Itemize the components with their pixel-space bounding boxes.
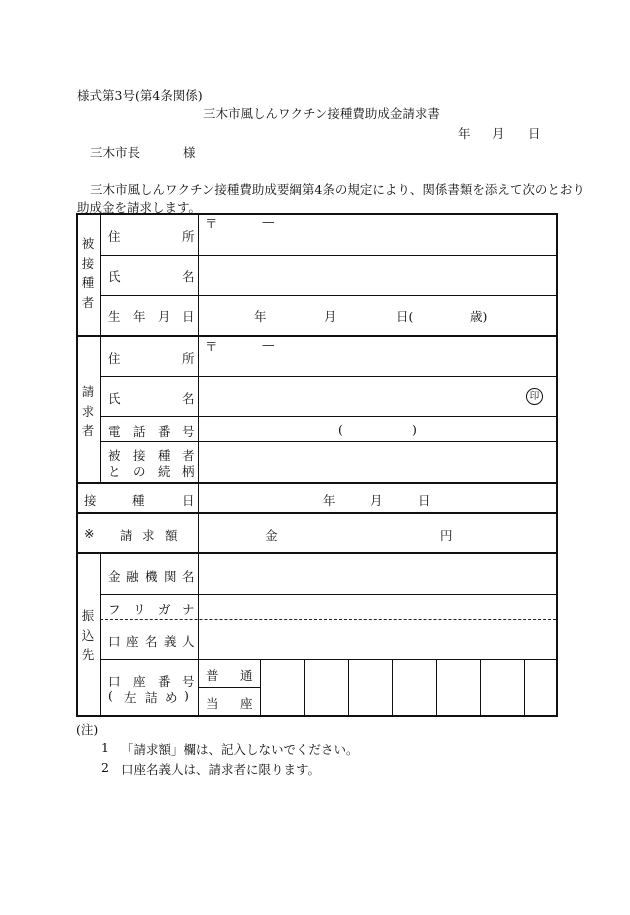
relationship-label-c1: 被 xyxy=(108,448,121,463)
vaccinee-name-label-2: 名 xyxy=(182,269,195,284)
bank-institution-c2: 融 xyxy=(126,569,139,584)
notes-heading: (注) xyxy=(76,722,99,737)
account-number-c7: 詰 xyxy=(145,690,158,705)
relationship-label-c5: と xyxy=(108,464,121,479)
furigana-c1: フ xyxy=(108,602,121,617)
date-month-label: 月 xyxy=(492,126,505,141)
vaccination-year: 年 xyxy=(323,493,336,508)
account-digit-box-1[interactable] xyxy=(262,660,303,715)
furigana-c4: ナ xyxy=(182,602,195,617)
office-use-mark: ※ xyxy=(84,526,95,541)
note-1-text: 「請求額」欄は、記入しないでください。 xyxy=(121,742,359,757)
vaccinee-postal-dash: — xyxy=(262,214,275,229)
vaccinee-birth-year: 年 xyxy=(254,309,267,324)
vaccination-day: 日 xyxy=(418,493,431,508)
account-holder-c4: 義 xyxy=(164,634,177,649)
claimant-address-field[interactable] xyxy=(200,354,554,375)
claimant-phone-label-2: 話 xyxy=(133,424,146,439)
account-number-c8: め xyxy=(165,690,178,705)
claimant-address-label-1: 住 xyxy=(108,351,121,366)
vaccinee-birthdate-field[interactable] xyxy=(200,297,554,334)
vaccinee-age: 歳) xyxy=(470,309,488,324)
vaccinee-address-field[interactable] xyxy=(200,232,554,254)
vaccinee-address-label-1: 住 xyxy=(108,229,121,244)
account-holder-c5: 人 xyxy=(182,634,195,649)
seal-mark-icon: 印 xyxy=(526,388,543,405)
vaccination-date-label-2: 種 xyxy=(132,493,145,508)
account-holder-c2: 座 xyxy=(126,634,139,649)
claim-amount-kin: 金 xyxy=(265,528,278,543)
addressee-honorific: 様 xyxy=(183,145,196,160)
account-digit-box-5[interactable] xyxy=(438,660,479,715)
account-digit-box-4[interactable] xyxy=(394,660,435,715)
intro-line-1: 三木市風しんワクチン接種費助成要綱第4条の規定により、関係書類を添えて次のとおり xyxy=(90,182,585,197)
vaccinee-birth-label-3: 月 xyxy=(158,309,171,324)
date-year-label: 年 xyxy=(458,126,471,141)
vaccinee-birth-label-4: 日 xyxy=(182,309,195,324)
vaccination-date-label-1: 接 xyxy=(84,493,97,508)
vaccinee-birth-month: 月 xyxy=(324,309,337,324)
vaccinee-address-label-2: 所 xyxy=(182,229,195,244)
relationship-field[interactable] xyxy=(200,443,554,481)
account-digit-box-3[interactable] xyxy=(350,660,391,715)
relationship-label-c8: 柄 xyxy=(182,464,195,479)
date-day-label: 日 xyxy=(528,126,541,141)
vaccination-date-field[interactable] xyxy=(200,485,554,510)
bank-institution-c3: 機 xyxy=(145,569,158,584)
claimant-postal-dash: — xyxy=(262,337,275,352)
bank-group-label: 振 込 先 xyxy=(81,608,95,662)
claimant-postal-mark: 〒 xyxy=(205,339,218,354)
account-type-current-checkbox[interactable] xyxy=(199,688,259,715)
account-holder-c3: 名 xyxy=(145,634,158,649)
account-number-c9: ) xyxy=(184,688,189,703)
relationship-label-c7: 続 xyxy=(158,464,171,479)
account-type-current-c1: 当 xyxy=(206,696,219,711)
account-digit-box-7[interactable] xyxy=(526,660,555,715)
claimant-phone-paren-close: ) xyxy=(412,422,417,437)
form-title: 三木市風しんワクチン接種費助成金請求書 xyxy=(203,106,440,121)
note-2-number: 2 xyxy=(101,760,109,775)
addressee-name: 三木市長 xyxy=(90,145,141,160)
claim-amount-label-3: 額 xyxy=(165,528,178,543)
furigana-field[interactable] xyxy=(200,596,554,618)
account-digit-box-2[interactable] xyxy=(306,660,347,715)
bank-institution-c1: 金 xyxy=(108,569,121,584)
furigana-c2: リ xyxy=(133,602,146,617)
claimant-name-label-2: 名 xyxy=(182,391,195,406)
account-number-c5: ( xyxy=(108,688,113,703)
vaccination-month: 月 xyxy=(370,493,383,508)
account-type-ordinary-c1: 普 xyxy=(206,668,219,683)
claim-amount-label-2: 求 xyxy=(142,528,155,543)
claimant-address-label-2: 所 xyxy=(182,351,195,366)
note-1-number: 1 xyxy=(101,740,109,755)
account-type-ordinary-c2: 通 xyxy=(240,668,253,683)
claimant-group-label: 請 求 者 xyxy=(81,384,95,438)
claim-amount-field[interactable] xyxy=(280,515,435,550)
account-holder-field[interactable] xyxy=(200,621,554,658)
vaccinee-postal-mark: 〒 xyxy=(205,216,218,231)
relationship-label-c4: 者 xyxy=(182,448,195,463)
claimant-phone-label-3: 番 xyxy=(158,424,171,439)
claimant-phone-label-1: 電 xyxy=(108,424,121,439)
intro-line-2: 助成金を請求します。 xyxy=(77,200,202,215)
relationship-label-c2: 接 xyxy=(133,448,146,463)
claim-amount-yen: 円 xyxy=(440,528,453,543)
relationship-label-c6: の xyxy=(133,464,146,479)
bank-institution-field[interactable] xyxy=(200,555,554,593)
vaccinee-group-label: 被 接 種 者 xyxy=(81,236,95,310)
account-digit-box-6[interactable] xyxy=(482,660,523,715)
vaccinee-birth-day: 日( xyxy=(396,309,414,324)
claimant-phone-label-4: 号 xyxy=(182,424,195,439)
note-2-text: 口座名義人は、請求者に限ります。 xyxy=(121,762,321,777)
account-type-ordinary-checkbox[interactable] xyxy=(199,660,259,686)
account-number-c4: 号 xyxy=(182,674,195,689)
vaccinee-name-label-1: 氏 xyxy=(108,269,121,284)
relationship-label-c3: 種 xyxy=(158,448,171,463)
account-type-current-c2: 座 xyxy=(240,696,253,711)
vaccination-date-label-3: 日 xyxy=(182,493,195,508)
vaccinee-birth-label-2: 年 xyxy=(133,309,146,324)
claim-amount-label-1: 請 xyxy=(120,528,133,543)
bank-institution-c5: 名 xyxy=(182,569,195,584)
claimant-phone-field[interactable] xyxy=(200,418,554,440)
claimant-name-field[interactable] xyxy=(200,378,520,415)
vaccinee-name-field[interactable] xyxy=(200,257,554,294)
claimant-name-label-1: 氏 xyxy=(108,391,121,406)
vaccinee-birth-label-1: 生 xyxy=(108,309,121,324)
bank-institution-c4: 関 xyxy=(164,569,177,584)
account-number-c3: 番 xyxy=(158,674,171,689)
furigana-c3: ガ xyxy=(158,602,171,617)
account-number-c1: 口 xyxy=(108,674,121,689)
form-number: 様式第3号(第4条関係) xyxy=(77,88,203,103)
claimant-phone-paren-open: ( xyxy=(338,422,343,437)
account-number-c2: 座 xyxy=(133,674,146,689)
account-holder-c1: 口 xyxy=(108,634,121,649)
account-number-c6: 左 xyxy=(124,690,137,705)
